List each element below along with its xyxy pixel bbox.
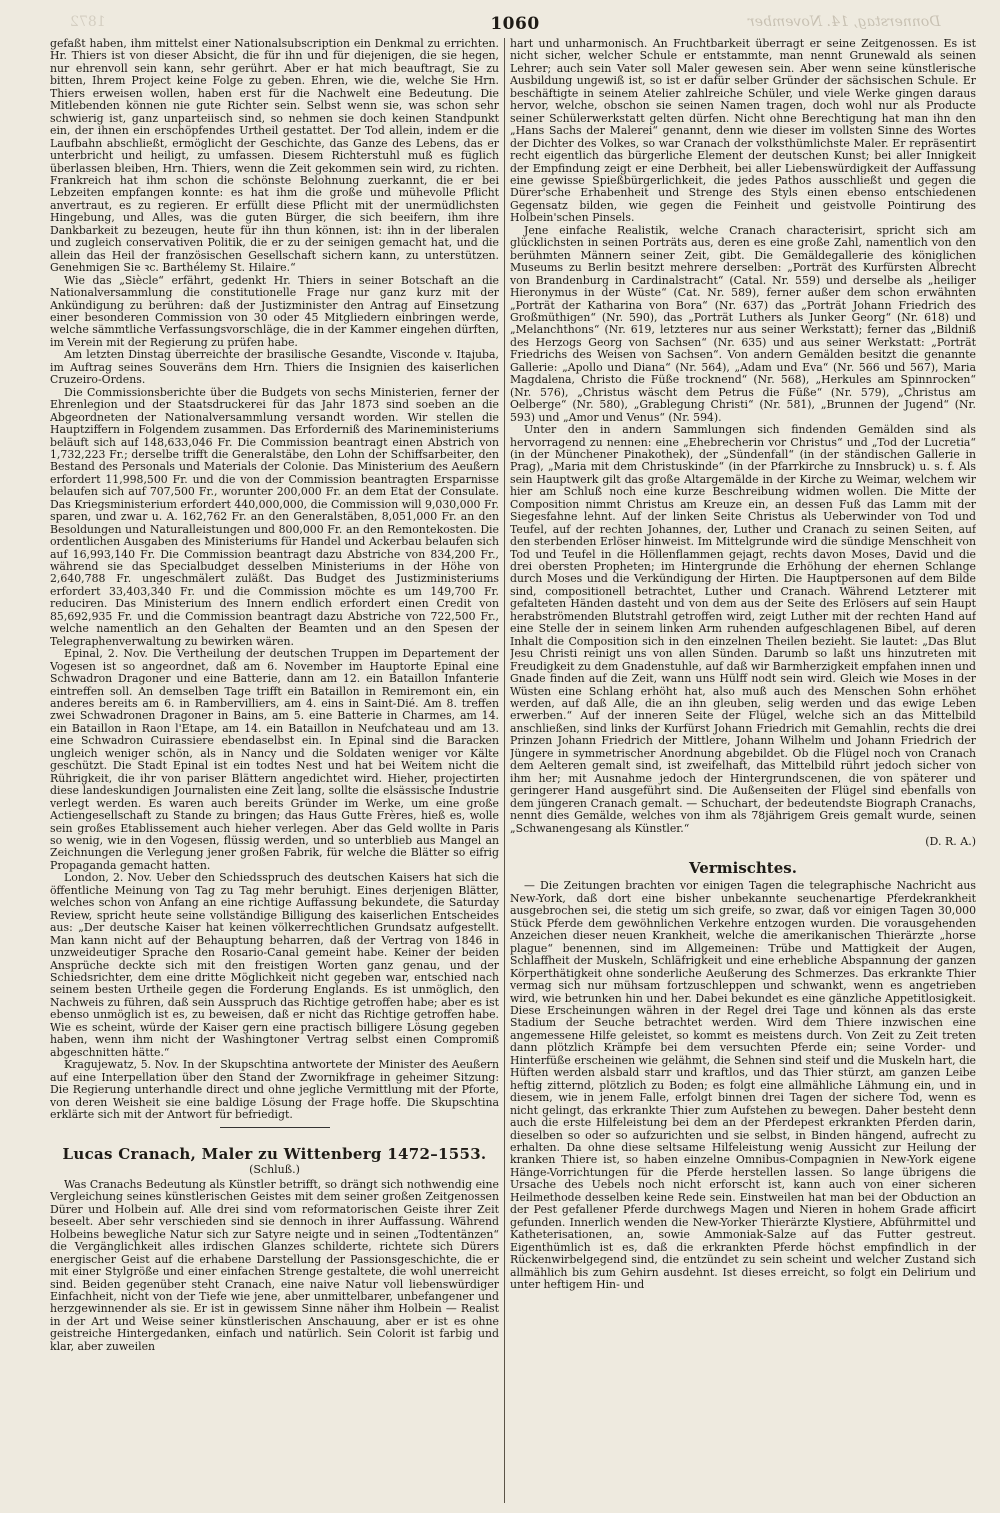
paragraph-horse-plague: — Die Zeitungen brachten vor einigen Tagen die telegraphische Nachricht aus New-York, daß dort eine bisher unbekannte seuchenartige Pferdekrankheit ausgebrochen sei, die stetig um sich greife, so zwar, daß vor einigen Tagen 30,000 Stück Pferde dem gewöhnlichen Verkehre entzogen wurden. Die vorausgehenden Anzeichen dieser neuen Krankheit, welche die amerikanischen Thierärzte „horse plague“ benennen, sind im Allgemeinen: Trübe und Mattigkeit der Augen, Schlaffheit der Muskeln, Schläfrigkeit und eine erhebliche Abspannung der ganzen Körperthätigkeit ohne sonderliche Aeußerung des Schmerzes. Das erkrankte Thier vermag sich nur mühsam fortzuschleppen und schwankt, wenn es angetrieben wird, wie betrunken hin und her. Dabei bekundet es eine gänzliche Appetitlosigkeit. Diese Erscheinungen währen in der Regel drei Tage und können als das erste Stadium der Seuche betrachtet werden. Wird dem Thiere inzwischen eine angemessene Hilfe geleistet, so kommt es meistens durch. Von Zeit zu Zeit treten dann plötzlich Krämpfe bei dem versuchten Pferde ein; seine Vorder- und Hinterfüße erscheinen wie gelähmt, die Sehnen sind steif und die Muskeln hart, die Hüften werden alsbald starr und kraftlos, und das Thier stürzt, am ganzen Leibe heftig zitternd, plötzlich zu Boden; es folgt eine allmähliche Lähmung ein, und in diesem, wie in jenem Falle, erfolgt binnen drei Tagen der sichere Tod, wenn es nicht gelingt, das erkrankte Thier zum Aufstehen zu bewegen. Daher besteht denn auch die erste Hilfeleistung bei dem an der Pferdepest erkrankten Pferden darin, dieselben so oder so aufzurichten und sie selbst, in Binden hängend, aufrecht zu erhalten. Da ohne diese seltsame Hilfeleistung wenig Aussicht zur Heilung der kranken Thiere ist, so haben einzelne Omnibus-Compagnien in New-York eigene Hänge-Vorrichtungen für die Pferde herstellen lassen. So lange übrigens die Ursache des Uebels noch nicht erforscht ist, kann auch von einer sicheren Heilmethode desselben keine Rede sein. Einstweilen hat man bei der Obduction an der Pest gefallener Pferde durchwegs Magen und Nieren in hohem Grade afficirt gefunden. Innerlich wenden die New-Yorker Thierärzte Klystiere, Abführmittel und Katheterisationen, an, sowie Ammoniak-Salze auf das Futter gestreut. Eigenthümlich ist es, daß die erkrankten Pferde höchst empfindlich in der Rückenwirbelgegend sind, die entzündet zu sein scheint und welcher Zustand sich allmählich bis zum Gehirn ausdehnt. Ist dieses erreicht, so folgt ein Delirium und unter heftigem Hin- und: [510, 879, 976, 1291]
bleed-through-text-left: 1872: [70, 14, 106, 30]
section-title-miscellaneous: Vermischtes.: [689, 859, 797, 878]
section-divider: [220, 1127, 330, 1128]
paragraph-cranach-intro: Was Cranachs Bedeutung als Künstler betrifft, so drängt sich nothwendig eine Vergleichung seines künstlerischen Geistes mit dem seiner großen Zeitgenossen Dürer und Holbein auf. Alle drei sind vom reformatorischen Geiste ihrer Zeit beseelt. Aber sehr verschieden sind sie dennoch in ihrer Auffassung. Während Holbeins bewegliche Natur sich zur Satyre neigte und in seinen „Todtentänzen“ die Vergänglichkeit alles irdischen Glanzes schilderte, richtete sich Dürers energischer Geist auf die erhabene Darstellung der Passionsgeschichte, die er mit einer Stylgröße und einer einfachen Strenge gestaltete, die wohl unerreicht sind. Beiden gegenüber steht Cranach, eine naive Natur voll liebenswürdiger Einfachheit, nicht von der Tiefe wie jene, aber unmittelbarer, unbefangener und herzgewinnender als sie. Er ist in gewissem Sinne näher ihm Holbein — Realist in der Art und Weise seiner künstlerischen Anschauung, aber er ist es ohne geistreiche Hintergedanken, einfach und natürlich. Sein Colorit ist farbig und klar, aber zuweilen: [50, 1177, 499, 1353]
left-column: [50, 38, 499, 1503]
article-attribution: (D. R. A.): [925, 835, 976, 848]
paragraph-epinal: Epinal, 2. Nov. Die Vertheilung der deutschen Truppen im Departement der Vogesen ist so angeordnet, daß am 6. November im Hauptorte Epinal eine Schwadron Dragoner und eine Batterie, dann am 12. ein Bataillon Infanterie eintreffen soll. An demselben Tage trifft ein Bataillon in Remiremont ein, ein anderes bereits am 6. in Rambervilliers, am 4. eins in Saint-Dié. Am 8. treffen zwei Schwadronen Dragoner in Bains, am 5. eine Batterie in Charmes, am 14. ein Bataillon in Raon l'Etape, am 14. ein Bataillon in Neufchateau und am 13. eine Schwadron Cuirassiere ebendaselbst ein. In Epinal sind die Baracken ungleich weniger schön, als in Nancy und die Soldaten weniger vor Kälte geschützt. Die Stadt Epinal ist ein todtes Nest und hat bei Weitem nicht die Rührigkeit, die ihr von pariser Blättern angedichtet wird. Hieher, projectirten diese landeskundigen Journalisten eine Zeit lang, sollte die elsässische Industrie verlegt werden. Es waren auch bereits Gründer im Werke, um eine große Actiengesellschaft zu Stande zu bringen; das Haus Gutte Frères, hieß es, wolle sein großes Etablissement auch hieher verlegen. Aber das Geld wollte in Paris so wenig, wie in den Vogesen, flüssig werden, und so unterblieb aus Mangel an Zeichnungen die Verlegung jener großen Fabrik, für welche die Blätter so eifrig Propaganda gemacht hatten.: [50, 647, 499, 872]
paragraph-siecle: Wie das „Siècle“ erfährt, gedenkt Hr. Thiers in seiner Botschaft an die Nationalversammlung die constitutionelle Frage nur ganz kurz mit der Ankündigung zu berühren: daß der Justizminister den Antrag auf Einsetzung einer besonderen Commission von 30 oder 45 Mitgliedern einbringen werde, welche sämmtliche Verfassungsvorschläge, die in der Kammer eingehen dürften, im Verein mit der Regierung zu prüfen habe.: [50, 273, 499, 349]
column-divider: [504, 38, 505, 1503]
paragraph-thiers-letter: gefaßt haben, ihm mittelst einer Nationalsubscription ein Denkmal zu errichten. Hr. Thiers ist von dieser Absicht, die für ihn und für diejenigen, die sie hegen, nur ehrenvoll sein kann, sehr gerührt. Aber er hat mich beauftragt, Sie zu bitten, Ihrem Project keine Folge zu geben. Ehren, wie die, welche Sie Hrn. Thiers erweisen wollen, haben erst für die Nachwelt eine Bedeutung. Die Mitlebenden können nie gute Richter sein. Selbst wenn sie, was schon sehr schwierig ist, ganz unparteiisch sind, so nehmen sie doch keinen Standpunkt ein, der ihnen ein erschöpfendes Urtheil gestattet. Der Tod allein, indem er die Laufbahn abschließt, ermöglicht der Geschichte, das Ganze des Lebens, das er unterbricht und heiligt, zu umfassen. Diesem Richterstuhl muß es füglich überlassen bleiben, Hrn. Thiers, wenn die Zeit gekommen sein wird, zu richten. Frankreich hat ihm schon die schönste Belohnung zuerkannt, die er bei Lebzeiten empfangen konnte: es hat ihm die große und mühevolle Pflicht anvertraut, es zu regieren. Er erfüllt diese Pflicht mit der unermüdlichsten Hingebung, und Alles, was die guten Bürger, die sich beeifern, ihm ihre Dankbarkeit zu bezeugen, heute für ihn thun können, ist: ihn in der liberalen und zugleich conservativen Politik, die er zu der seinigen gemacht hat, und die allein das Heil der französischen Gesellschaft sichern kann, zu unterstützen. Genehmigen Sie ꝛc. Barthélemy St. Hilaire.“: [50, 38, 499, 275]
paragraph-brazil-envoy: Am letzten Dinstag überreichte der brasilische Gesandte, Visconde v. Itajuba, im Auftrag seines Souveräns dem Hrn. Thiers die Insignien des kaiserlichen Cruzeiro-Ordens.: [50, 348, 499, 387]
article-subtitle: (Schluß.): [249, 1163, 300, 1177]
paragraph-cranach-continued: hart und unharmonisch. An Fruchtbarkeit überragt er seine Zeitgenossen. Es ist nicht sicher, welcher Schule er entstammte, man nennt Grunewald als seinen Lehrer; auch sein Vater soll Maler gewesen sein. Aber wenn seine künstlerische Ausbildung ungewiß ist, so ist er dafür selber Gründer der sächsischen Schule. Er beschäftigte in seinem Atelier zahlreiche Schüler, und viele Werke gingen daraus hervor, welche, obschon sie seinen Namen tragen, doch wohl nur als Producte seiner Schülerwerkstatt gelten dürfen. Nicht ohne Berechtigung hat man ihn den „Hans Sachs der Malerei“ genannt, denn wie dieser im vollsten Sinne des Wortes der Dichter des Volkes, so war Cranach der volksthümlichste Maler. Er repräsentirt recht eigentlich das bürgerliche Element der deutschen Kunst; bei aller Innigkeit der Empfindung zeigt er eine Derbheit, bei aller Liebenswürdigkeit der Auffassung eine gewisse Spießbürgerlichkeit, die jedes Pathos ausschließt und gegen die Dürer'sche Erhabenheit und Strenge des Styls einen ebenso entschiedenen Gegensatz bilden, wie gegen die Feinheit und geistvolle Pointirung des Holbein'schen Pinsels.: [510, 38, 976, 225]
paragraph-budget-reports: Die Commissionsberichte über die Budgets von sechs Ministerien, ferner der Ehrenlegion und der Staatsdruckerei für das Jahr 1873 sind soeben an die Abgeordneten der Nationalversammlung versandt worden. Wir stellen die Hauptziffern in Folgendem zusammen. Das Erforderniß des Marineministeriums beläuft sich auf 148,633,046 Fr. Die Commission beantragt einen Abstrich von 1,732,223 Fr.; derselbe trifft die Generalstäbe, den Lohn der Schiffsarbeiter, den Bestand des Personals und Materials der Colonie. Das Ministerium des Aeußern erfordert 11,998,500 Fr. und die von der Commission beantragten Ersparnisse belaufen sich auf 707,500 Fr., worunter 200,000 Fr. an dem Etat der Consulate. Das Kriegsministerium erfordert 440,000,000, die Commission will 9,030,000 Fr. sparen, und zwar u. A. 162,762 Fr. an den Generalstäben, 8,051,000 Fr. an den Besoldungen und Naturalleistungen und 800,000 Fr. an den Remontekosten. Die ordentlichen Ausgaben des Ministeriums für Handel und Ackerbau belaufen sich auf 16,993,140 Fr. Die Commission beantragt dazu Abstriche von 834,200 Fr., während sie das Specialbudget desselben Ministeriums in der Höhe von 2,640,788 Fr. ungeschmälert zuläßt. Das Budget des Justizministeriums erfordert 33,403,340 Fr. und die Commission möchte es um 149,700 Fr. reduciren. Das Ministerium des Innern endlich erfordert einen Credit von 85,692,935 Fr. und die Commission beantragt dazu Abstriche von 722,500 Fr., welche namentlich an den Gehalten der Beamten und an den Spesen der Telegraphenverwaltung zu bewirken wären.: [50, 385, 499, 648]
article-title: Lucas Cranach, Maler zu Wittenberg 1472–1553.: [62, 1145, 487, 1164]
paragraph-london: London, 2. Nov. Ueber den Schiedsspruch des deutschen Kaisers hat sich die öffentliche Meinung von Tag zu Tag mehr beruhigt. Eines derjenigen Blätter, welches schon von Anfang an eine richtige Auffassung bekundete, die Saturday Review, spricht heute seine vollständige Billigung des kaiserlichen Entscheides aus: „Der deutsche Kaiser hat keinen völkerrechtlichen Grundsatz aufgestellt. Man kann nicht auf der Behauptung beharren, daß der Vertrag von 1846 in unzweideutiger Sprache den Rosario-Canal gemeint habe. Keiner der beiden Ansprüche deckte sich mit den freistigen Worten ganz genau, und der Schiedsrichter, dem eine dritte Möglichkeit nicht gegeben war, entschied nach seinem besten Urtheile gegen die Forderung Englands. Es ist unmöglich, den Nachweis zu führen, daß sein Ausspruch das Richtige getroffen habe; aber es ist ebenso unmöglich ist es, zu beweisen, daß er nicht das Richtige getroffen habe. Wie es scheint, würde der Kaiser gern eine practisch billigere Lösung gegeben haben, wenn ihm nicht der Washingtoner Vertrag selbst einen Compromiß abgeschnitten hätte.“: [50, 871, 499, 1059]
page-header: [50, 10, 980, 38]
paragraph-cranach-portraits: Jene einfache Realistik, welche Cranach characterisirt, spricht sich am glücklichsten in seinen Porträts aus, deren es eine große Zahl, namentlich von den berühmten Männern seiner Zeit, gibt. Die Gemäldegallerie des königlichen Museums zu Berlin besitzt mehrere derselben: „Porträt des Kurfürsten Albrecht von Brandenburg in Cardinalstracht“ (Catal. Nr. 559) und derselbe als „heiliger Hieronymus in der Wüste“ (Cat. Nr. 589), ferner außer dem schon erwähnten „Porträt der Katharina von Bora“ (Nr. 637) das „Porträt Johann Friedrich des Großmüthigen“ (Nr. 590), das „Porträt Luthers als Junker Georg“ (Nr. 618) und „Melanchthons“ (Nr. 619, letzteres nur aus seiner Werkstatt); ferner das „Bildniß des Herzogs Georg von Sachsen“ (Nr. 635) und aus seiner Werkstatt: „Porträt Friedrichs des Weisen von Sachsen“. Von andern Gemälden besitzt die genannte Gallerie: „Apollo und Diana“ (Nr. 564), „Adam und Eva“ (Nr. 566 und 567), Maria Magdalena, Christo die Füße trocknend“ (Nr. 568), „Herkules am Spinnrocken“ (Nr. 576), „Christus wäscht dem Petrus die Füße“ (Nr. 579), „Christus am Oelberge“ (Nr. 580), „Grablegung Christi“ (Nr. 581), „Brunnen der Jugend“ (Nr. 593) und „Amor und Venus“ (Nr. 594).: [510, 223, 976, 424]
bleed-through-text-right: Donnerstag, 14. November: [747, 14, 940, 30]
right-column: [510, 38, 976, 1503]
page-number: 1060: [490, 14, 540, 34]
paragraph-cranach-altarpiece: Unter den in andern Sammlungen sich findenden Gemälden sind als hervorragend zu nennen: eine „Ehebrecherin vor Christus“ und „Tod der Lucretia“ (in der Münchener Pinakothek), der „Sündenfall“ (in der ständischen Gallerie in Prag), „Maria mit dem Christuskinde“ (in der Pfarrkirche zu Innsbruck) u. s. f. Als sein Hauptwerk gilt das große Altargemälde in der Kirche zu Weimar, welchem wir hier am Schluß noch eine kurze Beschreibung widmen wollen. Die Mitte der Composition nimmt Christus am Kreuze ein, an dessen Fuß das Lamm mit der Siegesfahne lehnt. Auf der linken Seite Christus als Ueberwinder von Tod und Teufel, auf der rechten Johannes, der, Luther und Cranach zu seinen Seiten, auf den sterbenden Erlöser hinweist. Im Mittelgrunde wird die sündige Menschheit von Tod und Teufel in die Höllenflammen gejagt, rechts davon Moses, David und die drei obersten Propheten; im Hintergrunde die Erhöhung der ehernen Schlange durch Moses und die Verkündigung der Hirten. Die Hauptpersonen auf dem Bilde sind, compositionell betrachtet, Luther und Cranach. Während Letzterer mit gefalteten Händen dasteht und von dem aus der Seite des Erlösers auf sein Haupt herabströmenden Blutstrahl getroffen wird, zeigt Luther mit der rechten Hand auf eine Stelle der in seinem linken Arm ruhenden aufgeschlagenen Bibel, auf deren Inhalt die Composition sich in den einzelnen Theilen bezieht. Sie lautet: „Das Blut Jesu Christi reinigt uns von allen Sünden. Darumb so laßt uns hinzutreten mit Freudigkeit zu dem Gnadenstuhle, auf daß wir Barmherzigkeit empfahen innen und Gnade finden auf die Zeit, wann uns Hülff nodt sein wird. Gleich wie Moses in der Wüsten eine Schlang erhöht hat, also muß auch des Menschen Sohn erhöhet werden, auf daß Alle, die an ihn gleuben, selig werden und das ewige Leben erwerben.“ Auf der inneren Seite der Flügel, welche sich an das Mittelbild anschließen, sind links der Kurfürst Johann Friedrich mit Gemahlin, rechts die drei Prinzen Johann Friedrich der Mittlere, Johann Wilhelm und Johann Friedrich der Jüngere in symmetrischer Anordnung abgebildet. Ob die Flügel noch von Cranach dem Aelteren gemalt sind, ist zweifelhaft, das Mittelbild rührt jedoch sicher von ihm her; mit Ausnahme jedoch der Hintergrundscenen, die von späterer und geringerer Hand ausgeführt sind. Die Außenseiten der Flügel sind ebenfalls von dem jüngeren Cranach gemalt. — Schuchart, der bedeutendste Biograph Cranachs, nennt dies Gemälde, welches von ihm als 78jährigem Greis gemalt wurde, seinen „Schwanengesang als Künstler.“: [510, 423, 976, 835]
paragraph-kragujewatz: Kragujewatz, 5. Nov. In der Skupschtina antwortete der Minister des Aeußern auf eine Interpellation über den Stand der Zwornikfrage in geheimer Sitzung: Die Regierung unterhandle direct und ohne jegliche Vermittlung mit der Pforte, von deren Weisheit sie eine baldige Lösung der Frage hoffe. Die Skupschtina erklärte sich mit der Antwort für befriedigt.: [50, 1058, 499, 1121]
